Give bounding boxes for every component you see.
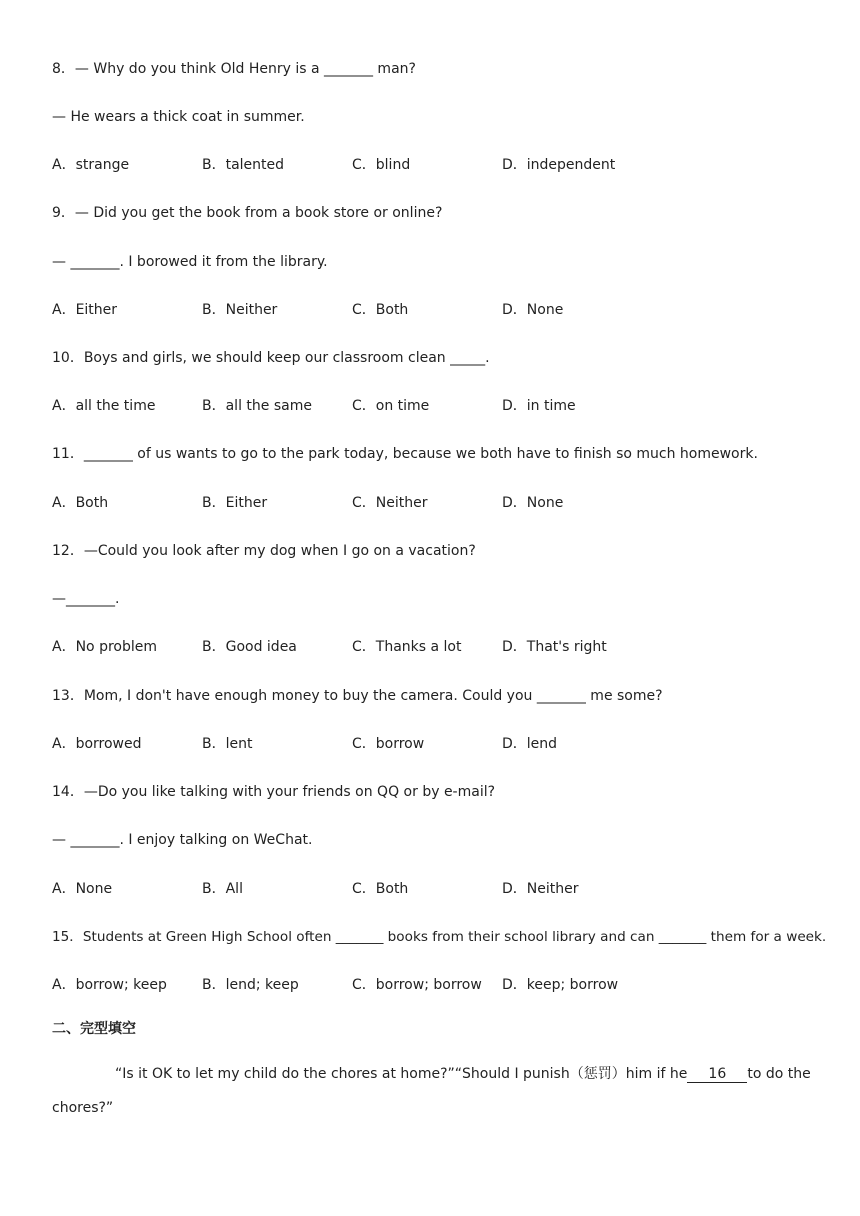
option-c: C．blind [352,157,411,173]
option-c: C．Both [352,302,409,318]
option-b: B．lent [202,736,253,752]
option-d: D．Neither [502,881,579,897]
option-d: D．independent [502,157,616,173]
question-11-options [52,493,812,513]
blank-16: 16 [687,1066,747,1083]
question-11-stem: 11．_______ of us wants to go to the park today, because we both have to finish so much homework. [52,446,758,462]
option-b: B．talented [202,157,285,173]
question-12-options [52,637,812,657]
question-15-stem: 15．Students at Green High School often _______ books from their school library and can _______ them for a week. [52,929,827,945]
option-a: A．No problem [52,639,157,655]
section-title: 二、完型填空 [52,1021,136,1037]
option-d: D．None [502,302,564,318]
option-b: B．Either [202,495,268,511]
passage-line-1 [115,1064,811,1084]
option-a: A．borrow; keep [52,977,167,993]
option-a: A．borrowed [52,736,142,752]
option-c: C．borrow; borrow [352,977,482,993]
question-9-answer-line: — _______. I borowed it from the library. [52,254,328,270]
question-15-options [52,975,812,995]
question-8-stem: 8．— Why do you think Old Henry is a _______ man? [52,61,416,77]
question-9-stem: 9．— Did you get the book from a book store or online? [52,205,443,221]
option-c: C．Both [352,881,409,897]
question-9-options [52,300,812,320]
option-b: B．all the same [202,398,312,414]
passage-line-2: chores?” [52,1100,114,1116]
option-d: D．None [502,495,564,511]
passage-text-before: “Is it OK to let my child do the chores at home?”“Should I punish（惩罚）him if he [115,1066,688,1082]
option-d: D．That's right [502,639,607,655]
question-14-options [52,879,812,899]
option-c: C．Neither [352,495,428,511]
question-12-stem: 12．—Could you look after my dog when I go on a vacation? [52,543,476,559]
option-a: A．all the time [52,398,156,414]
option-d: D．keep; borrow [502,977,619,993]
option-c: C．on time [352,398,430,414]
option-a: A．Either [52,302,118,318]
question-14-stem: 14．—Do you like talking with your friends on QQ or by e-mail? [52,784,496,800]
option-b: B．lend; keep [202,977,299,993]
question-8-answer-line: — He wears a thick coat in summer. [52,109,305,125]
option-c: C．Thanks a lot [352,639,462,655]
option-d: D．lend [502,736,558,752]
question-13-stem: 13．Mom, I don't have enough money to buy the camera. Could you _______ me some? [52,688,663,704]
option-a: A．Both [52,495,109,511]
option-b: B．All [202,881,243,897]
question-8-options [52,155,812,175]
question-10-options [52,396,812,416]
option-b: B．Neither [202,302,278,318]
passage-text-after: to do the [747,1066,811,1082]
question-12-answer-line: —_______. [52,591,120,607]
question-14-answer-line: — _______. I enjoy talking on WeChat. [52,832,313,848]
option-d: D．in time [502,398,576,414]
option-c: C．borrow [352,736,425,752]
option-a: A．strange [52,157,130,173]
question-13-options [52,734,812,754]
option-a: A．None [52,881,113,897]
question-10-stem: 10．Boys and girls, we should keep our classroom clean _____. [52,350,490,366]
option-b: B．Good idea [202,639,297,655]
